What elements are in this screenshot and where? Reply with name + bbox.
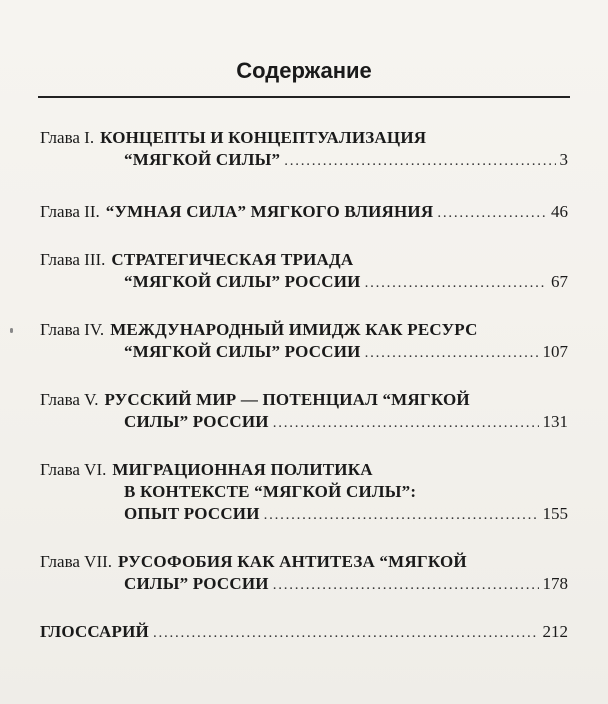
dot-leader — [284, 153, 555, 170]
toc-entry-chapter-7[interactable] — [40, 552, 568, 574]
page-number: 3 — [559, 150, 568, 169]
toc-entry-chapter-6-cont2[interactable] — [124, 504, 568, 526]
title-underline — [38, 96, 570, 98]
page-number: 107 — [542, 342, 568, 361]
toc-entry-chapter-1[interactable] — [40, 128, 568, 150]
page-number: 178 — [542, 574, 568, 593]
chapter-title-line: В КОНТЕКСТЕ “МЯГКОЙ СИЛЫ”: — [124, 482, 417, 501]
toc-entry-chapter-3[interactable] — [40, 250, 568, 272]
chapter-title-line: СИЛЫ” РОССИИ — [124, 412, 269, 431]
dot-leader — [264, 507, 539, 524]
page-number: 67 — [551, 272, 568, 291]
chapter-label: Глава I. — [40, 128, 95, 147]
chapter-title-line: “МЯГКОЙ СИЛЫ” РОССИИ — [124, 272, 361, 291]
toc-entry-glossary[interactable] — [40, 622, 568, 644]
toc-entry-chapter-6-cont[interactable] — [124, 482, 568, 504]
page-number: 212 — [542, 622, 568, 641]
chapter-label: Глава II. — [40, 202, 100, 221]
toc-entry-chapter-6[interactable] — [40, 460, 568, 482]
dot-leader — [437, 205, 547, 222]
toc-entry-chapter-4-cont[interactable] — [124, 342, 568, 364]
chapter-title-line: МЕЖДУНАРОДНЫЙ ИМИДЖ КАК РЕСУРС — [110, 320, 478, 339]
chapter-title-line: СИЛЫ” РОССИИ — [124, 574, 269, 593]
chapter-title-line: СТРАТЕГИЧЕСКАЯ ТРИАДА — [111, 250, 354, 269]
page-number: 46 — [551, 202, 568, 221]
dot-leader — [365, 275, 547, 292]
chapter-title-line: МИГРАЦИОННАЯ ПОЛИТИКА — [112, 460, 373, 479]
page-number: 131 — [542, 412, 568, 431]
toc-entry-chapter-5-cont[interactable] — [124, 412, 568, 434]
chapter-title-line: РУСОФОБИЯ КАК АНТИТЕЗА “МЯГКОЙ — [118, 552, 467, 571]
chapter-title-line: ОПЫТ РОССИИ — [124, 504, 260, 523]
chapter-label: Глава IV. — [40, 320, 105, 339]
page-speck — [10, 328, 13, 333]
dot-leader — [273, 415, 539, 432]
page-number: 155 — [542, 504, 568, 523]
chapter-label: Глава III. — [40, 250, 106, 269]
chapter-title-line: КОНЦЕПТЫ И КОНЦЕПТУАЛИЗАЦИЯ — [100, 128, 427, 147]
toc-entry-chapter-5[interactable] — [40, 390, 568, 412]
toc-entry-chapter-2[interactable] — [40, 202, 568, 224]
chapter-label: Глава V. — [40, 390, 99, 409]
toc-entry-chapter-1-cont[interactable] — [124, 150, 568, 172]
toc-entry-chapter-3-cont[interactable] — [124, 272, 568, 294]
toc-entry-chapter-7-cont[interactable] — [124, 574, 568, 596]
chapter-title-line: “УМНАЯ СИЛА” МЯГКОГО ВЛИЯНИЯ — [105, 202, 434, 221]
dot-leader — [273, 577, 539, 594]
chapter-label: Глава VI. — [40, 460, 107, 479]
toc-entry-chapter-4[interactable] — [40, 320, 568, 342]
chapter-title-line: “МЯГКОЙ СИЛЫ” РОССИИ — [124, 342, 361, 361]
glossary-title: ГЛОССАРИЙ — [40, 622, 149, 641]
dot-leader — [153, 625, 539, 642]
chapter-title-line: “МЯГКОЙ СИЛЫ” — [124, 150, 281, 169]
dot-leader — [365, 345, 539, 362]
page-title: Содержание — [236, 58, 372, 83]
chapter-label: Глава VII. — [40, 552, 113, 571]
chapter-title-line: РУССКИЙ МИР — ПОТЕНЦИАЛ “МЯГКОЙ — [104, 390, 470, 409]
